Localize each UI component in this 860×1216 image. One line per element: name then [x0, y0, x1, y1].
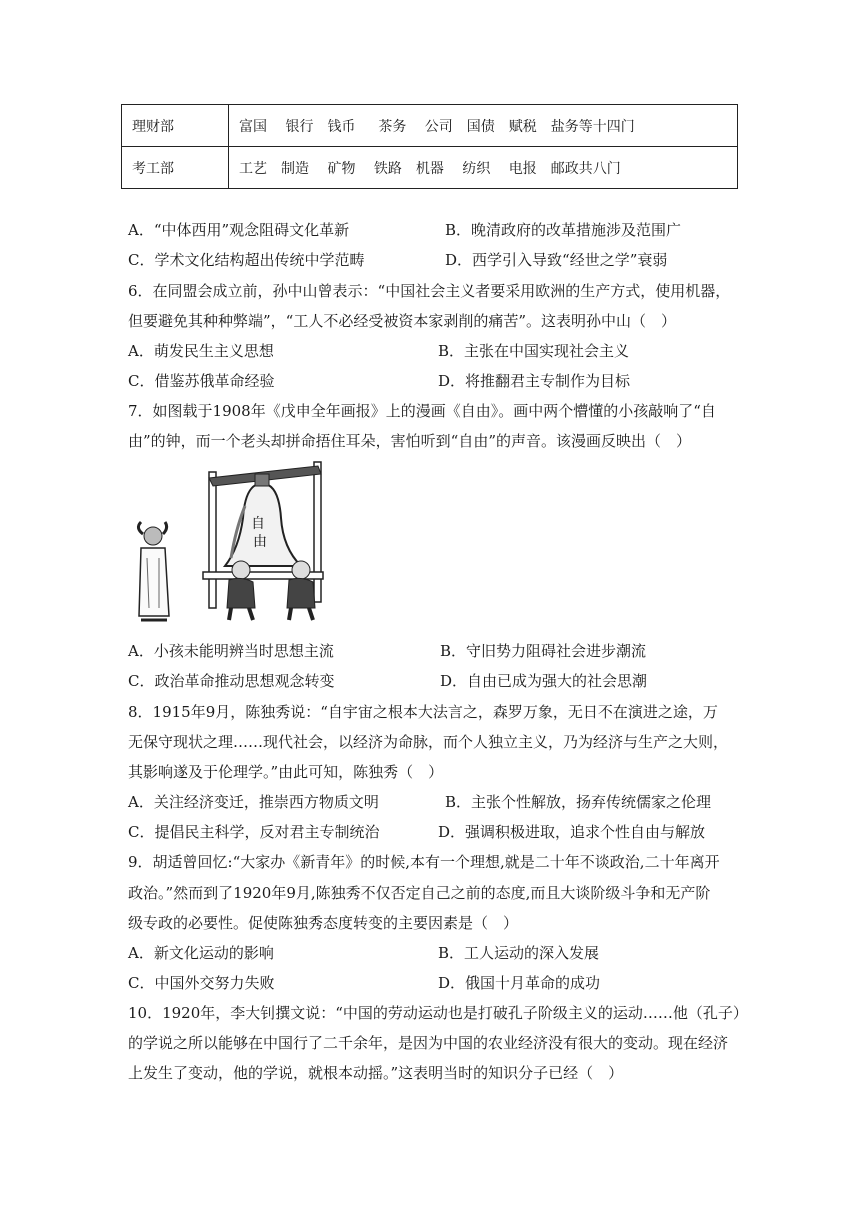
- q6-stem-line: 但要避免其种种弊端”，“工人不必经受被资本家剥削的痛苦”。这表明孙中山（ ）: [128, 312, 677, 330]
- table-cell-items: 工艺 制造 矿物 铁路 机器 纺织 电报 邮政共八门: [229, 147, 738, 189]
- q10-stem-line: 10．1920年，李大钊撰文说：“中国的劳动运动也是打破孔子阶级主义的运动……他（孔子）: [128, 1004, 748, 1022]
- q9-stem-line: 政治。”然而到了1920年9月,陈独秀不仅否定自己之前的态度,而且大谈阶级斗争和无产阶: [128, 884, 711, 902]
- q8-option-a: A．关注经济变迁，推崇西方物质文明: [128, 793, 379, 811]
- q10-stem-line: 上发生了变动，他的学说，就根本动摇。”这表明当时的知识分子已经（ ）: [128, 1064, 624, 1082]
- q7-option-a: A．小孩未能明辨当时思想主流: [128, 642, 334, 660]
- q6-option-d: D．将推翻君主专制作为目标: [438, 372, 631, 390]
- q6-option-a: A．萌发民生主义思想: [128, 342, 274, 360]
- q6-option-b: B．主张在中国实现社会主义: [438, 342, 630, 360]
- q9-option-a: A．新文化运动的影响: [128, 944, 274, 962]
- table-cell-items: 富国 银行 钱币 茶务 公司 国债 赋税 盐务等十四门: [229, 105, 738, 147]
- q7-option-c: C．政治革命推动思想观念转变: [128, 672, 335, 690]
- q5-option-b: B．晚清政府的改革措施涉及范围广: [445, 221, 682, 239]
- table-cell-dept: 理财部: [122, 105, 229, 147]
- q9-stem-line: 9．胡适曾回忆:“大家办《新青年》的时候,本有一个理想,就是二十年不谈政治,二十年离开: [128, 853, 720, 871]
- table-row: [122, 147, 738, 189]
- department-table: [121, 104, 738, 189]
- q6-option-c: C．借鉴苏俄革命经验: [128, 372, 275, 390]
- bell-text-2: 由: [253, 534, 267, 550]
- q7-option-d: D．自由已成为强大的社会思潮: [440, 672, 648, 690]
- q8-option-d: D．强调积极进取，追求个性自由与解放: [438, 823, 706, 841]
- table-cell-dept: 考工部: [122, 147, 229, 189]
- q8-option-c: C．提倡民主科学，反对君主专制统治: [128, 823, 380, 841]
- q8-option-b: B．主张个性解放，扬弃传统儒家之伦理: [445, 793, 712, 811]
- q9-option-b: B．工人运动的深入发展: [438, 944, 600, 962]
- q7-stem-line: 由”的钟，而一个老头却拼命捂住耳朵，害怕听到“自由”的声音。该漫画反映出（ ）: [128, 432, 692, 450]
- q5-option-c: C．学术文化结构超出传统中学范畴: [128, 251, 365, 269]
- q7-option-b: B．守旧势力阻碍社会进步潮流: [440, 642, 647, 660]
- q6-stem-line: 6．在同盟会成立前，孙中山曾表示：“中国社会主义者要采用欧洲的生产方式，使用机器，: [128, 282, 731, 300]
- q9-stem-line: 级专政的必要性。促使陈独秀态度转变的主要因素是（ ）: [128, 914, 519, 932]
- q10-stem-line: 的学说之所以能够在中国行了二千余年，是因为中国的农业经济没有很大的变动。现在经济: [128, 1034, 729, 1052]
- bell-text-1: 自: [251, 516, 265, 532]
- q7-stem-line: 7．如图载于1908年《戊申全年画报》上的漫画《自由》。画中两个懵懂的小孩敲响了“自: [128, 402, 716, 420]
- q8-stem-line: 8．1915年9月，陈独秀说：“自宇宙之根本大法言之，森罗万象，无日不在演进之途，万: [128, 703, 718, 721]
- q9-option-c: C．中国外交努力失败: [128, 974, 275, 992]
- freedom-cartoon-image: [133, 458, 329, 626]
- q8-stem-line: 无保守现状之理……现代社会，以经济为命脉，而个人独立主义，乃为经济与生产之大则，: [128, 733, 729, 751]
- q8-stem-line: 其影响遂及于伦理学。”由此可知，陈独秀（ ）: [128, 763, 444, 781]
- q5-option-a: A．“中体西用”观念阻碍文化革新: [128, 221, 350, 239]
- q9-option-d: D．俄国十月革命的成功: [438, 974, 601, 992]
- q5-option-d: D．西学引入导致“经世之学”衰弱: [445, 251, 668, 269]
- table-row: [122, 105, 738, 147]
